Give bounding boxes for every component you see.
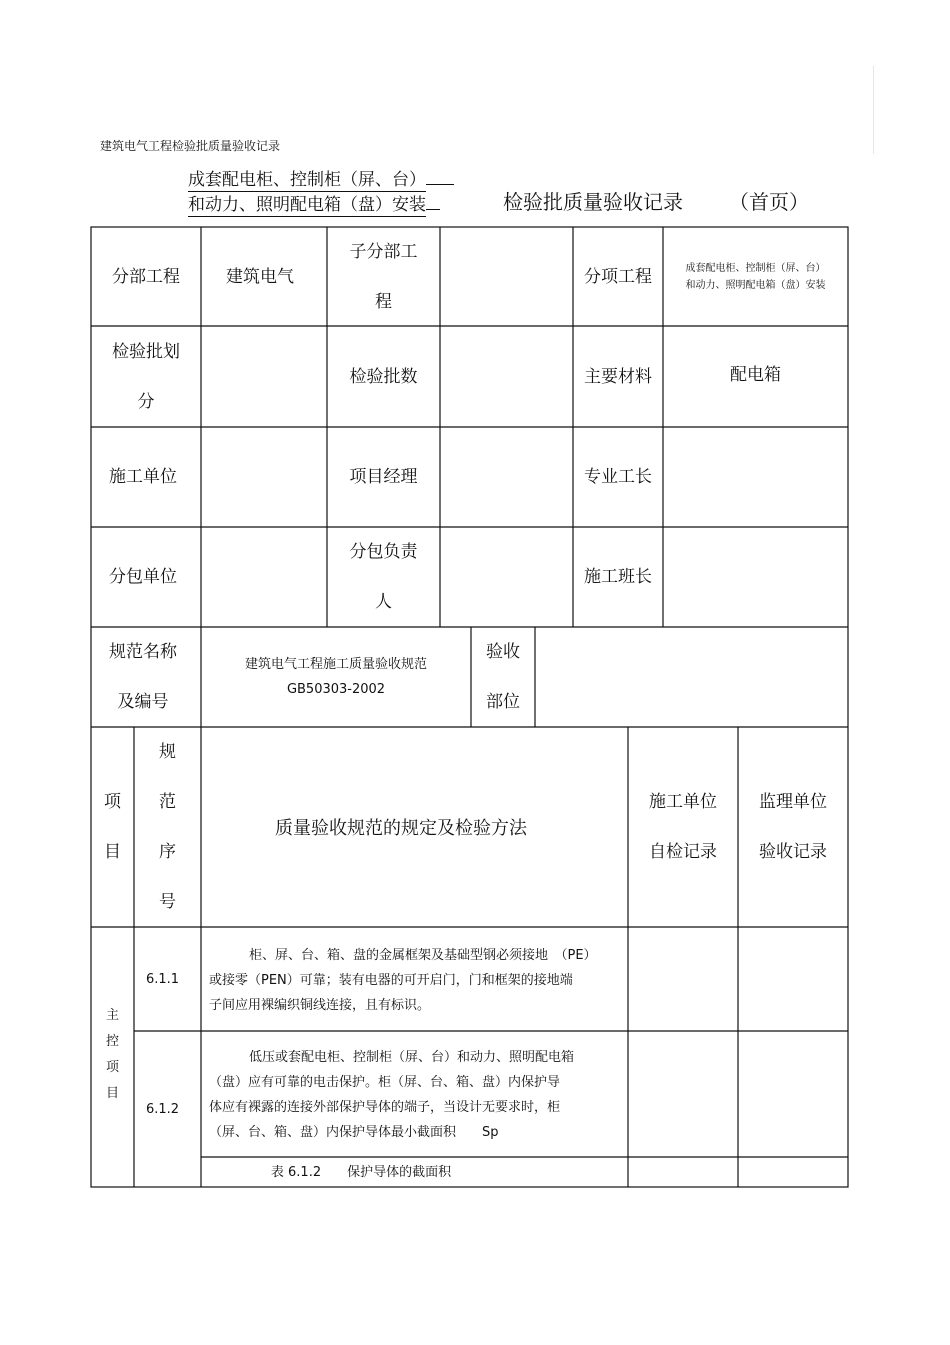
col-clause-cell: [134, 727, 201, 927]
self-check-6-1-2[interactable]: [628, 1031, 738, 1187]
page-edge-mark: [873, 66, 874, 154]
label-foreman-cell: [573, 427, 663, 527]
value-subcontractor[interactable]: [201, 527, 327, 627]
label-standard: 规范名称 及编号: [109, 642, 177, 712]
label-fenbu: 分部工程: [112, 266, 180, 287]
label-sub-lead-cell: [327, 527, 440, 627]
label-position: 验收 部位: [486, 642, 520, 712]
self-check-6-1-1[interactable]: [628, 927, 738, 1031]
title-line-1: 成套配电柜、控制柜（屏、台）: [188, 165, 454, 190]
label-jianyanpi: 检验批划分: [112, 341, 180, 412]
value-fenbu: 建筑电气: [226, 266, 294, 287]
clause-6-1-2-text: 低压或套配电柜、控制柜（屏、台）和动力、照明配电箱 （盘）应有可靠的电击保护。柜（屏、台、箱、盘）内保护导 体应有裸露的连接外部保护导体的端子，当设计无要求时，柜 （屏、台、箱、盘）内保护导体最小截面积 Sp: [209, 1050, 575, 1140]
value-manager[interactable]: [440, 427, 573, 527]
label-manager: 项目经理: [349, 467, 418, 487]
label-team-lead-cell: [573, 527, 663, 627]
label-team-lead: 施工班长: [584, 567, 652, 587]
header-note: 建筑电气工程检验批质量验收记录: [100, 139, 281, 153]
label-zifenbu: 子分部工程: [349, 241, 418, 312]
col-clause: 规范序号: [159, 742, 176, 912]
label-jianyanpi-cell: [91, 326, 201, 427]
value-fenxiang: 成套配电柜、控制柜（屏、台） 和动力、照明配电箱（盘）安装: [685, 262, 826, 291]
group-main-control-cell: [91, 1000, 134, 1110]
col-method: 质量验收规范的规定及检验方法: [275, 818, 527, 839]
label-jianyanpishu: 检验批数: [349, 366, 418, 387]
value-sub-lead[interactable]: [440, 527, 573, 627]
table-caption: 表 6.1.2 保护导体的截面积: [270, 1164, 452, 1180]
clause-6-1-1-text: 柜、屏、台、箱、盘的金属框架及基础型钢必须接地 （PE） 或接零（PEN）可靠；装有电器的可开启门，门和框架的接地端 子间应用裸编织铜线连接，且有标识。: [209, 948, 597, 1013]
label-fenxiang-cell: [573, 227, 663, 326]
value-team-lead[interactable]: [663, 527, 848, 627]
value-standard: 建筑电气工程施工质量验收规范 GB50303-2002: [244, 657, 427, 697]
label-foreman: 专业工长: [584, 467, 652, 487]
value-shigong[interactable]: [201, 427, 327, 527]
label-subcontractor: 分包单位: [109, 567, 177, 587]
value-position[interactable]: [535, 627, 848, 727]
col-item-cell: [91, 727, 134, 927]
col-self-check: 施工单位 自检记录: [649, 792, 717, 862]
col-supervisor: 监理单位 验收记录: [759, 792, 827, 862]
label-material-cell: [573, 326, 663, 427]
value-jianyanpishu[interactable]: [440, 326, 573, 427]
value-foreman[interactable]: [663, 427, 848, 527]
label-sub-lead: 分包负责人: [349, 542, 418, 612]
title-suffix: （首页）: [729, 190, 809, 214]
group-main-control: 主控项目: [105, 1008, 119, 1101]
clause-6-1-1: 6.1.1: [145, 971, 180, 987]
value-jianyanpi[interactable]: [201, 326, 327, 427]
supervisor-6-1-1[interactable]: [738, 927, 848, 1031]
supervisor-6-1-2[interactable]: [738, 1031, 848, 1187]
document-title: 检验批质量验收记录: [503, 190, 683, 214]
label-zifenbu-cell: [327, 227, 440, 326]
label-fenxiang: 分项工程: [584, 266, 652, 287]
value-zifenbu[interactable]: [440, 227, 573, 326]
label-material: 主要材料: [584, 366, 652, 387]
col-item: 项目: [104, 792, 121, 862]
clause-6-1-2: 6.1.2: [145, 1101, 180, 1117]
title-line-2: 和动力、照明配电箱（盘）安装: [188, 190, 440, 215]
value-material: 配电箱: [730, 365, 781, 385]
label-shigong: 施工单位: [109, 467, 177, 487]
